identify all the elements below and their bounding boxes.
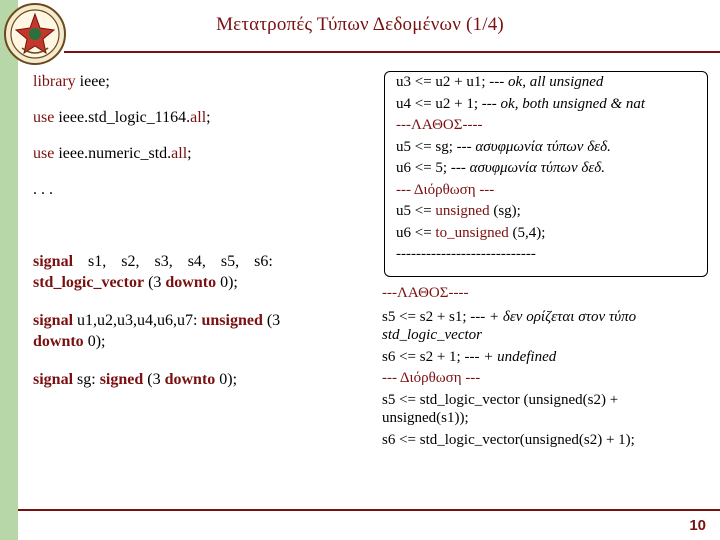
keyword: to_unsigned bbox=[435, 224, 509, 241]
code-line bbox=[396, 137, 645, 159]
keyword: signal bbox=[33, 253, 74, 270]
code-text: sg: bbox=[73, 371, 100, 388]
signal-decl-3 bbox=[33, 369, 351, 390]
keyword: unsigned bbox=[435, 203, 490, 219]
code-line: s6 <= std_logic_vector(unsigned(s2) + 1); bbox=[382, 431, 635, 448]
code-comment: ok, all unsigned bbox=[508, 74, 604, 90]
use-line-2 bbox=[33, 143, 351, 164]
code-text: (3 bbox=[143, 371, 165, 388]
code-text: u1,u2,u3,u4,u6,u7: bbox=[73, 312, 202, 329]
code-text: u6 <= 5; --- bbox=[396, 160, 470, 176]
keyword: signal bbox=[33, 371, 74, 388]
unsigned-examples-box bbox=[384, 71, 708, 277]
keyword: downto bbox=[165, 274, 217, 291]
page-number: 10 bbox=[689, 517, 706, 534]
code-text: u5 <= bbox=[396, 203, 436, 219]
keyword: signal bbox=[33, 312, 74, 329]
fix-heading: --- Διόρθωση --- bbox=[396, 181, 495, 198]
code-text: u5 <= sg; --- bbox=[396, 138, 476, 155]
right-code-column bbox=[382, 284, 686, 449]
type-name: std_logic_vector bbox=[33, 274, 145, 291]
keyword: use bbox=[33, 145, 55, 162]
type-name: signed bbox=[99, 371, 144, 388]
keyword: downto bbox=[164, 371, 216, 388]
code-text: (5,4); bbox=[508, 224, 546, 241]
code-text: ; bbox=[206, 109, 211, 126]
left-code-column bbox=[33, 71, 351, 390]
ellipsis-line: . . . bbox=[33, 181, 53, 198]
code-text: 0); bbox=[215, 371, 238, 388]
code-line bbox=[396, 72, 645, 94]
keyword: library bbox=[33, 73, 76, 90]
footer-divider bbox=[18, 509, 720, 511]
code-line bbox=[382, 348, 686, 367]
code-text: s6 <= s2 + 1; --- bbox=[382, 348, 484, 365]
code-text: 0); bbox=[216, 274, 238, 291]
error-heading: ---ΛΑΘΟΣ---- bbox=[382, 285, 469, 301]
code-comment: ασυφμωνία τύπων δεδ. bbox=[469, 160, 605, 176]
code-text: u3 <= u2 + u1; --- bbox=[396, 74, 509, 90]
code-text: ; bbox=[187, 145, 192, 162]
code-line: s5 <= std_logic_vector (unsigned(s2) + bbox=[382, 391, 619, 408]
code-text: (3 bbox=[262, 312, 281, 329]
code-comment: ok, both unsigned & nat bbox=[500, 95, 646, 112]
code-line bbox=[396, 158, 645, 180]
code-text: s5 <= s2 + s1; --- bbox=[382, 308, 490, 325]
fix-heading: --- Διόρθωση --- bbox=[382, 370, 481, 386]
code-line bbox=[396, 223, 645, 245]
code-comment: std_logic_vector bbox=[382, 327, 482, 343]
type-name: unsigned bbox=[201, 312, 263, 329]
error-heading: ---ΛΑΘΟΣ---- bbox=[396, 117, 483, 133]
signal-decl-2 bbox=[33, 310, 351, 352]
code-comment: + δεν ορίζεται στον τύπο bbox=[489, 308, 637, 325]
side-accent-band bbox=[0, 0, 18, 540]
code-text: (3 bbox=[144, 274, 166, 291]
code-text: (sg); bbox=[489, 203, 521, 219]
code-text: ieee.std_logic_1164. bbox=[54, 109, 191, 126]
code-text: ieee.numeric_std. bbox=[54, 145, 172, 162]
library-line bbox=[33, 71, 351, 92]
code-text: ieee; bbox=[75, 73, 110, 90]
code-text: u4 <= u2 + 1; --- bbox=[396, 95, 501, 112]
keyword: all bbox=[171, 145, 188, 162]
code-line bbox=[382, 308, 686, 327]
code-line bbox=[396, 94, 645, 116]
keyword: downto bbox=[33, 333, 84, 350]
code-text: u6 <= bbox=[396, 224, 436, 241]
title-divider bbox=[64, 51, 720, 53]
code-text: s1, s2, s3, s4, s5, s6: bbox=[73, 253, 273, 270]
keyword: all bbox=[190, 109, 207, 126]
keyword: use bbox=[33, 109, 55, 126]
code-text: 0); bbox=[83, 333, 106, 350]
separator-line: ---------------------------- bbox=[396, 246, 536, 262]
use-line-1 bbox=[33, 107, 351, 128]
code-line: unsigned(s1)); bbox=[382, 410, 469, 426]
code-comment: + undefined bbox=[483, 348, 557, 365]
code-comment: ασυφμωνία τύπων δεδ. bbox=[475, 138, 611, 155]
signal-decl-1 bbox=[33, 251, 351, 293]
slide-title: Μετατροπές Τύπων Δεδομένων (1/4) bbox=[216, 14, 504, 35]
code-line bbox=[396, 201, 645, 223]
